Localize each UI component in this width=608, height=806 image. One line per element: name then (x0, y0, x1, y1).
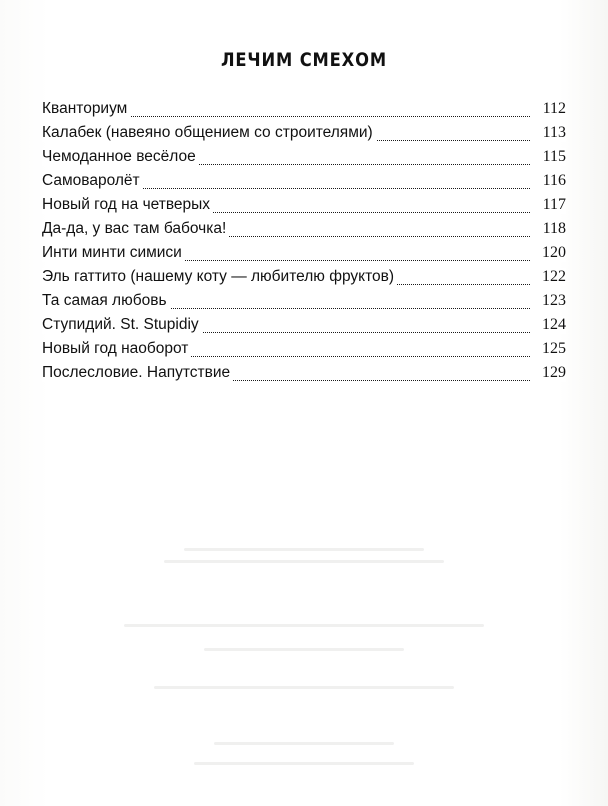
show-through-mark (124, 624, 484, 627)
show-through-mark (184, 548, 424, 551)
show-through-mark (204, 648, 404, 651)
toc-entry (42, 338, 566, 362)
toc-entry-page: 124 (532, 316, 566, 334)
show-through-mark (214, 742, 394, 745)
toc-entry-page: 123 (532, 292, 566, 310)
toc-entry-title: Чемоданное весёлое (42, 148, 199, 166)
toc-entry-title: Да-да, у вас там бабочка! (42, 220, 229, 238)
toc-entry-page: 129 (532, 364, 566, 382)
toc-entry-page: 118 (532, 220, 566, 238)
toc-entry-page: 125 (532, 340, 566, 358)
toc-entry (42, 362, 566, 386)
toc-entry (42, 266, 566, 290)
toc-entry-page: 120 (532, 244, 566, 262)
toc-entry-title: Послесловие. Напутствие (42, 364, 233, 382)
toc-entry-title: Новый год на четверых (42, 196, 213, 214)
toc-entry-page: 115 (532, 148, 566, 166)
toc-entry (42, 218, 566, 242)
table-of-contents (42, 98, 566, 386)
toc-entry-title: Калабек (навеяно общением со строителями) (42, 124, 376, 142)
toc-entry-page: 112 (532, 100, 566, 118)
toc-entry (42, 194, 566, 218)
toc-entry-title: Ступидий. St. Stupidiy (42, 316, 202, 334)
page-title: ЛЕЧИМ СМЕХОМ (220, 49, 388, 71)
toc-entry-title: Та самая любовь (42, 292, 170, 310)
toc-entry (42, 242, 566, 266)
toc-entry (42, 146, 566, 170)
toc-entry (42, 290, 566, 314)
toc-entry-page: 113 (532, 124, 566, 142)
show-through-mark (154, 686, 454, 689)
show-through-mark (194, 762, 414, 765)
toc-entry-title: Кванториум (42, 100, 130, 118)
show-through-mark (164, 560, 444, 563)
toc-entry (42, 98, 566, 122)
toc-entry-page: 117 (532, 196, 566, 214)
toc-entry-page: 116 (532, 172, 566, 190)
toc-entry (42, 170, 566, 194)
toc-entry (42, 122, 566, 146)
toc-entry-title: Инти минти симиси (42, 244, 185, 262)
toc-entry-title: Новый год наоборот (42, 340, 191, 358)
toc-entry-title: Самоваролёт (42, 172, 143, 190)
toc-entry (42, 314, 566, 338)
toc-entry-title: Эль гаттито (нашему коту — любителю фруктов) (42, 268, 397, 286)
toc-entry-page: 122 (532, 268, 566, 286)
